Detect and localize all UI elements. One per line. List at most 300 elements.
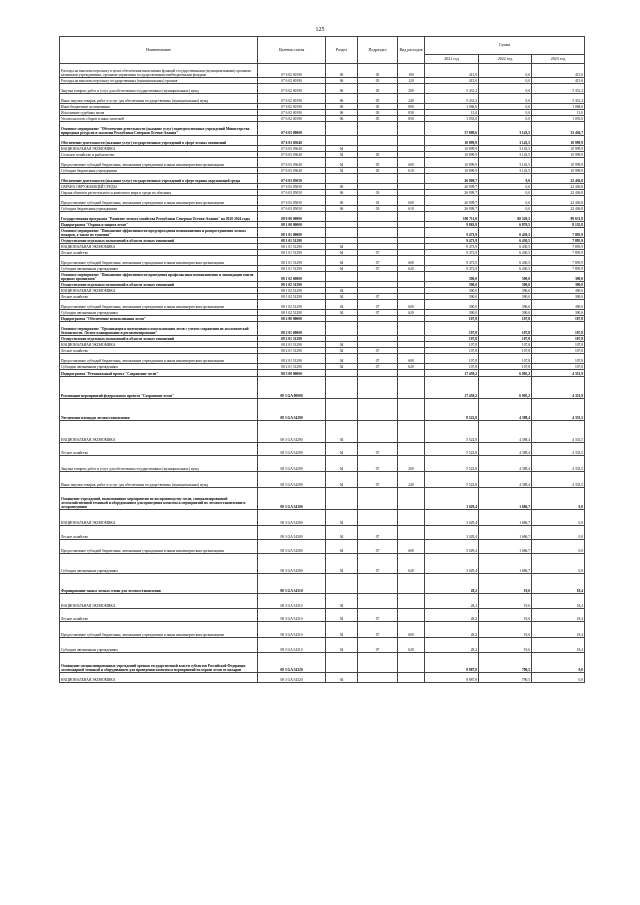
row-value-2021: 9 473,9 [425,250,479,256]
row-section: 04 [326,348,358,354]
row-value-2021: 28,2 [425,638,479,653]
row-value-2023: 7 895,9 [532,256,585,266]
table-row [60,510,585,526]
row-subsection: 07 [358,300,398,310]
row-subsection: 03 [358,190,398,196]
row-value-2023: 33 436,7 [532,122,585,136]
row-value-2022: 4 388,4 [479,421,532,443]
table-row [60,300,585,310]
row-code: 08 2 01 51290 [258,364,326,370]
row-kind [398,574,425,594]
table-row [60,653,585,673]
row-name: Предоставление субсидий бюджетным, автономным учреждениям и иным некоммерческим организациям [60,540,258,554]
row-value-2022: 6 005,2 [479,370,532,377]
row-code: 08 2 01 00000 [258,322,326,336]
row-kind: 600 [398,622,425,638]
row-kind: 240 [398,94,425,104]
header-sum: Сумма [425,37,585,55]
row-kind [398,609,425,622]
row-value-2022: 4 388,4 [479,456,532,472]
row-value-2021: 10 899,9 [425,168,479,174]
row-name: Предоставление субсидий бюджетным, автономным учреждениям и иным некоммерческим организациям [60,300,258,310]
row-section [326,212,358,222]
row-kind: 600 [398,354,425,364]
row-value-2023: 107,8 [532,348,585,354]
row-section: 04 [326,526,358,540]
row-value-2022: 0,0 [479,104,532,110]
row-value-2022: 1 686,7 [479,510,532,526]
row-value-2021: 415,0 [425,64,479,78]
row-value-2023: 0,0 [532,673,585,683]
row-value-2023: 7 895,9 [532,238,585,244]
row-kind [398,673,425,683]
row-value-2022: 6 430,5 [479,266,532,272]
row-value-2022: 6 430,5 [479,238,532,244]
row-value-2022: 107,8 [479,316,532,322]
row-subsection: 07 [358,250,398,256]
row-name: Лесное хозяйство [60,609,258,622]
row-kind [398,653,425,673]
row-section: 06 [326,104,358,110]
row-value-2023: 22 436,8 [532,206,585,212]
row-section: 04 [326,310,358,316]
row-code: 08 3 00 00000 [258,370,326,377]
row-value-2021: 3 029,4 [425,526,479,540]
row-code: 07 6 03 05050 [258,184,326,190]
table-row [60,399,585,421]
row-value-2022: 3 143,5 [479,152,532,158]
row-code: 08 3 GA 54300 [258,540,326,554]
row-value-2022: 6 430,5 [479,256,532,266]
row-section: 04 [326,342,358,348]
row-value-2022: 0,0 [479,78,532,84]
row-value-2022: 3 143,5 [479,122,532,136]
table-row [60,472,585,488]
row-kind [398,443,425,456]
row-value-2022: 3 143,5 [479,158,532,168]
row-kind: 600 [398,300,425,310]
row-value-2021: 8 522,8 [425,399,479,421]
row-section: 06 [326,184,358,190]
row-value-2023: 415,0 [532,78,585,84]
row-value-2022: 0,0 [479,206,532,212]
row-value-2023: 4 333,5 [532,456,585,472]
row-name: НАЦИОНАЛЬНАЯ ЭКОНОМИКА [60,342,258,348]
row-subsection [358,510,398,526]
table-row [60,136,585,146]
row-value-2023: 10 999,9 [532,146,585,152]
row-name: Обеспечение деятельности (оказание услуг) государственных учреждений в сфере лесных отношений [60,136,258,146]
row-value-2021: 390,0 [425,310,479,316]
row-kind: 800 [398,104,425,110]
row-value-2022: 790,5 [479,673,532,683]
table-row [60,638,585,653]
row-section [326,174,358,184]
row-value-2021: 390,0 [425,300,479,310]
row-value-2022: 390,0 [479,294,532,300]
row-value-2021: 390,0 [425,272,479,282]
row-name: Предоставление субсидий бюджетным, автономным учреждениям и иным некоммерческим организациям [60,196,258,206]
row-name: Основное мероприятие "Организация и интенсивного использования лесов с учетом сохранения их экологической безопасности. Лесное планирование и регламентирование" [60,322,258,336]
table-row [60,594,585,609]
row-value-2022: 80 320,5 [479,212,532,222]
row-section: 04 [326,472,358,488]
row-value-2023: 4 333,5 [532,472,585,488]
row-code: 08 3 GA 54290 [258,399,326,421]
row-code: 08 3 GA 00000 [258,377,326,399]
header-code: Целевая статья [258,37,326,64]
row-section: 04 [326,266,358,272]
row-subsection [358,370,398,377]
row-value-2022: 6 870,5 [479,222,532,228]
row-name: Предоставление субсидий бюджетным, автономным учреждениям и иным некоммерческим организациям [60,622,258,638]
row-value-2023: 390,0 [532,294,585,300]
row-code: 08 2 01 51290 [258,354,326,364]
row-value-2023: 10 999,9 [532,168,585,174]
row-subsection: 07 [358,266,398,272]
row-code: 08 3 GA 54290 [258,421,326,443]
row-name: Основное мероприятие "Обеспечение деятельности (оказание услуг) подведомственных учреждений Министерства природных ресурсов и экологии Республики Северная Осетия-Алания" [60,122,258,136]
row-value-2021: 5 522,8 [425,443,479,456]
row-subsection [358,421,398,443]
row-name: Реализация мероприятий федерального проекта "Сохранение лесов" [60,377,258,399]
row-name: Осуществление отдельных полномочий в области лесных отношений [60,336,258,342]
row-value-2021: 3 029,4 [425,510,479,526]
row-name: Уплата налогов, сборов и иных платежей [60,116,258,122]
row-value-2021: 390,0 [425,294,479,300]
row-subsection [358,574,398,594]
row-name: Расходы на выплаты персоналу государственных (муниципальных) органов [60,78,258,84]
row-name: Лесное хозяйство [60,348,258,354]
row-kind [398,136,425,146]
row-value-2023: 18,4 [532,609,585,622]
header-year-2021: 2021 год [425,55,479,64]
row-section: 04 [326,354,358,364]
row-subsection [358,377,398,399]
row-value-2023: 13,0 [532,110,585,116]
row-value-2022: 6 005,2 [479,377,532,399]
row-name: Осуществление отдельных полномочий в области лесных отношений [60,238,258,244]
table-row [60,554,585,574]
row-value-2021: 107,8 [425,336,479,342]
row-name: Основное мероприятие "Повышение эффективности проведения профилактики возникновения и ликвидации очагов вредных организмов" [60,272,258,282]
row-section: 06 [326,116,358,122]
row-section: 04 [326,456,358,472]
row-value-2022: 0,0 [479,196,532,206]
row-value-2022: 6 430,5 [479,250,532,256]
row-value-2021: 8 887,8 [425,673,479,683]
row-kind: 620 [398,364,425,370]
row-name: Увеличение площади лесовосстановления [60,399,258,421]
row-name: Исполнение судебных актов [60,110,258,116]
row-code: 07 6 03 05050 [258,174,326,184]
row-value-2023: 390,0 [532,282,585,288]
row-value-2022: 0,0 [479,94,532,104]
table-row [60,673,585,683]
row-section: 06 [326,190,358,196]
row-name: Субсидии автономным учреждениям [60,364,258,370]
row-value-2022: 107,8 [479,364,532,370]
row-subsection [358,212,398,222]
row-value-2023: 22 436,8 [532,184,585,190]
row-value-2023: 10 999,9 [532,152,585,158]
row-section [326,574,358,594]
row-subsection: 07 [358,354,398,364]
row-value-2021: 26 909,7 [425,196,479,206]
row-subsection: 05 [358,84,398,94]
row-value-2022: 4 388,4 [479,399,532,421]
row-value-2022: 0,0 [479,110,532,116]
row-value-2023: 8 135,8 [532,222,585,228]
row-section: 04 [326,364,358,370]
row-code: 08 3 GA 54310 [258,622,326,638]
row-value-2023: 22 436,8 [532,190,585,196]
row-name: НАЦИОНАЛЬНАЯ ЭКОНОМИКА [60,673,258,683]
row-value-2021: 26 909,7 [425,190,479,196]
row-value-2023: 390,0 [532,272,585,282]
table-row [60,456,585,472]
row-code: 08 3 GA 54310 [258,574,326,594]
row-value-2023: 4 333,5 [532,421,585,443]
row-value-2022: 1 686,7 [479,554,532,574]
row-section [326,399,358,421]
row-value-2021: 107,8 [425,354,479,364]
header-year-2022: 2022 год [479,55,532,64]
row-kind: 240 [398,472,425,488]
row-code: 08 1 02 51290 [258,300,326,310]
row-value-2021: 1 068,0 [425,104,479,110]
row-name: Лесное хозяйство [60,250,258,256]
row-value-2022: 6 430,5 [479,228,532,238]
row-section: 06 [326,84,358,94]
table-row [60,84,585,94]
row-name: НАЦИОНАЛЬНАЯ ЭКОНОМИКА [60,146,258,152]
table-row [60,64,585,78]
row-value-2021: 9 473,9 [425,244,479,250]
row-subsection: 07 [358,256,398,266]
row-value-2023: 4 351,9 [532,370,585,377]
row-code: 08 3 GA 54290 [258,472,326,488]
row-code: 07 6 03 05050 [258,190,326,196]
row-name: Формирование запаса лесных семян для лесовосстановления [60,574,258,594]
row-value-2021: 8 887,8 [425,653,479,673]
row-section: 04 [326,510,358,526]
row-subsection: 05 [358,152,398,158]
row-code: 08 0 00 00000 [258,212,326,222]
row-subsection: 07 [358,364,398,370]
table-row [60,421,585,443]
row-code: 08 3 GA 54320 [258,653,326,673]
row-code: 08 3 GA 54310 [258,594,326,609]
row-value-2023: 0,0 [532,540,585,554]
row-code: 07 6 02 00190 [258,110,326,116]
table-body [60,64,585,683]
row-value-2021: 10 899,9 [425,136,479,146]
row-value-2023: 4 351,9 [532,377,585,399]
row-kind: 850 [398,116,425,122]
row-value-2022: 19,6 [479,609,532,622]
row-section: 04 [326,540,358,554]
row-value-2021: 13,0 [425,110,479,116]
header-year-2023: 2023 год [532,55,585,64]
row-value-2021: 107,8 [425,348,479,354]
row-section: 06 [326,78,358,84]
budget-table [59,36,585,683]
row-value-2021: 3 029,4 [425,554,479,574]
row-value-2022: 390,0 [479,310,532,316]
header-kind: Вид расходов [398,37,425,64]
row-kind [398,228,425,238]
row-code: 08 3 GA 54310 [258,609,326,622]
row-kind: 120 [398,78,425,84]
row-name: Иные закупки товаров, работ и услуг для обеспечения государственных (муниципальных) нужд [60,94,258,104]
row-value-2023: 7 895,9 [532,250,585,256]
row-kind [398,526,425,540]
row-value-2022: 3 143,5 [479,146,532,152]
row-value-2023: 107,8 [532,342,585,348]
row-value-2023: 0,0 [532,510,585,526]
row-code: 08 3 GA 54300 [258,554,326,574]
row-subsection: 07 [358,348,398,354]
row-name: Лесное хозяйство [60,443,258,456]
table-row [60,377,585,399]
row-name: НАЦИОНАЛЬНАЯ ЭКОНОМИКА [60,421,258,443]
row-value-2022: 19,6 [479,574,532,594]
row-value-2021: 26 909,7 [425,184,479,190]
row-kind: 200 [398,456,425,472]
row-name: Оснащение учреждений, выполняющих мероприятия по воспроизводству лесов, специализированной лесохозяйственной техникой и оборудованием для проведения комплекса мероприятий по лесовосстановлению и лесоразведению [60,488,258,510]
table-row [60,196,585,206]
row-name: Субсидии автономным учреждениям [60,554,258,574]
row-value-2021: 100 711,0 [425,212,479,222]
row-section: 04 [326,594,358,609]
row-value-2022: 0,0 [479,184,532,190]
row-section: 04 [326,609,358,622]
row-value-2023: 1 068,0 [532,104,585,110]
row-name: НАЦИОНАЛЬНАЯ ЭКОНОМИКА [60,288,258,294]
table-row [60,174,585,184]
row-code: 08 1 02 51290 [258,288,326,294]
row-section: 04 [326,673,358,683]
row-value-2021: 107,8 [425,364,479,370]
row-code: 08 3 GA 54300 [258,488,326,510]
row-code: 07 6 03 05040 [258,158,326,168]
table-row [60,574,585,594]
row-code: 08 1 01 51290 [258,266,326,272]
table-row [60,158,585,168]
row-subsection: 03 [358,206,398,212]
row-code: 08 2 00 00000 [258,316,326,322]
row-section [326,122,358,136]
row-section: 04 [326,152,358,158]
row-value-2021: 26 909,7 [425,174,479,184]
row-section: 06 [326,94,358,104]
row-value-2022: 0,0 [479,64,532,78]
row-code: 07 6 02 00190 [258,78,326,84]
row-value-2022: 790,5 [479,653,532,673]
row-kind: 200 [398,84,425,94]
row-subsection: 05 [358,64,398,78]
row-value-2023: 18,4 [532,622,585,638]
table-row [60,622,585,638]
row-value-2023: 10 999,9 [532,136,585,146]
row-code: 08 1 02 51290 [258,282,326,288]
row-kind [398,510,425,526]
row-value-2022: 390,0 [479,288,532,294]
row-name: Предоставление субсидий бюджетным, автономным учреждениям и иным некоммерческим организациям [60,158,258,168]
row-section: 04 [326,622,358,638]
row-name: Предоставление субсидий бюджетным, автономным учреждениям и иным некоммерческим организациям [60,354,258,364]
row-value-2021: 10 899,9 [425,152,479,158]
row-section [326,322,358,336]
row-value-2023: 18,4 [532,574,585,594]
row-name: Подпрограмма "Охрана и защита лесов" [60,222,258,228]
row-name: Обеспечение деятельности (оказание услуг) государственных учреждений в сфере охраны окружающей среды [60,174,258,184]
row-subsection: 05 [358,94,398,104]
row-section: 04 [326,158,358,168]
row-code: 08 1 02 51290 [258,310,326,316]
row-value-2022: 1 686,7 [479,540,532,554]
row-value-2021: 9 473,9 [425,228,479,238]
row-kind: 620 [398,554,425,574]
row-value-2023: 0,0 [532,554,585,574]
row-subsection: 05 [358,104,398,110]
row-section [326,653,358,673]
row-code: 07 6 02 00190 [258,94,326,104]
row-code: 07 6 02 00190 [258,116,326,122]
row-subsection [358,322,398,336]
row-kind: 610 [398,206,425,212]
row-value-2021: 28,2 [425,609,479,622]
row-subsection [358,122,398,136]
row-section: 04 [326,443,358,456]
row-value-2022: 4 388,4 [479,443,532,456]
page-number: 125 [315,27,325,33]
row-subsection: 05 [358,78,398,84]
row-kind [398,594,425,609]
row-kind: 620 [398,638,425,653]
row-value-2023: 390,0 [532,288,585,294]
row-code: 08 1 01 51290 [258,256,326,266]
row-value-2021: 26 909,7 [425,206,479,212]
row-value-2023: 107,8 [532,316,585,322]
table-row [60,122,585,136]
row-value-2022: 4 388,4 [479,472,532,488]
row-code: 08 1 02 00000 [258,272,326,282]
row-kind: 600 [398,158,425,168]
header-subsection: Подраздел [358,37,398,64]
row-value-2023: 7 895,9 [532,244,585,250]
row-subsection [358,399,398,421]
row-value-2021: 9 473,9 [425,266,479,272]
row-subsection: 07 [358,609,398,622]
table-header [60,37,585,64]
row-value-2021: 415,0 [425,78,479,84]
row-value-2023: 1 055,0 [532,116,585,122]
row-value-2023: 415,0 [532,64,585,78]
table-row [60,256,585,266]
row-value-2022: 3 143,5 [479,136,532,146]
row-kind [398,322,425,336]
row-value-2021: 390,0 [425,288,479,294]
row-value-2023: 390,0 [532,310,585,316]
row-kind: 600 [398,256,425,266]
row-value-2022: 0,0 [479,84,532,94]
row-name: Субсидии бюджетным учреждениям [60,206,258,212]
row-code: 08 3 GA 54300 [258,510,326,526]
row-name: Осуществление отдельных полномочий в области лесных отношений [60,282,258,288]
row-value-2023: 5 431,2 [532,84,585,94]
